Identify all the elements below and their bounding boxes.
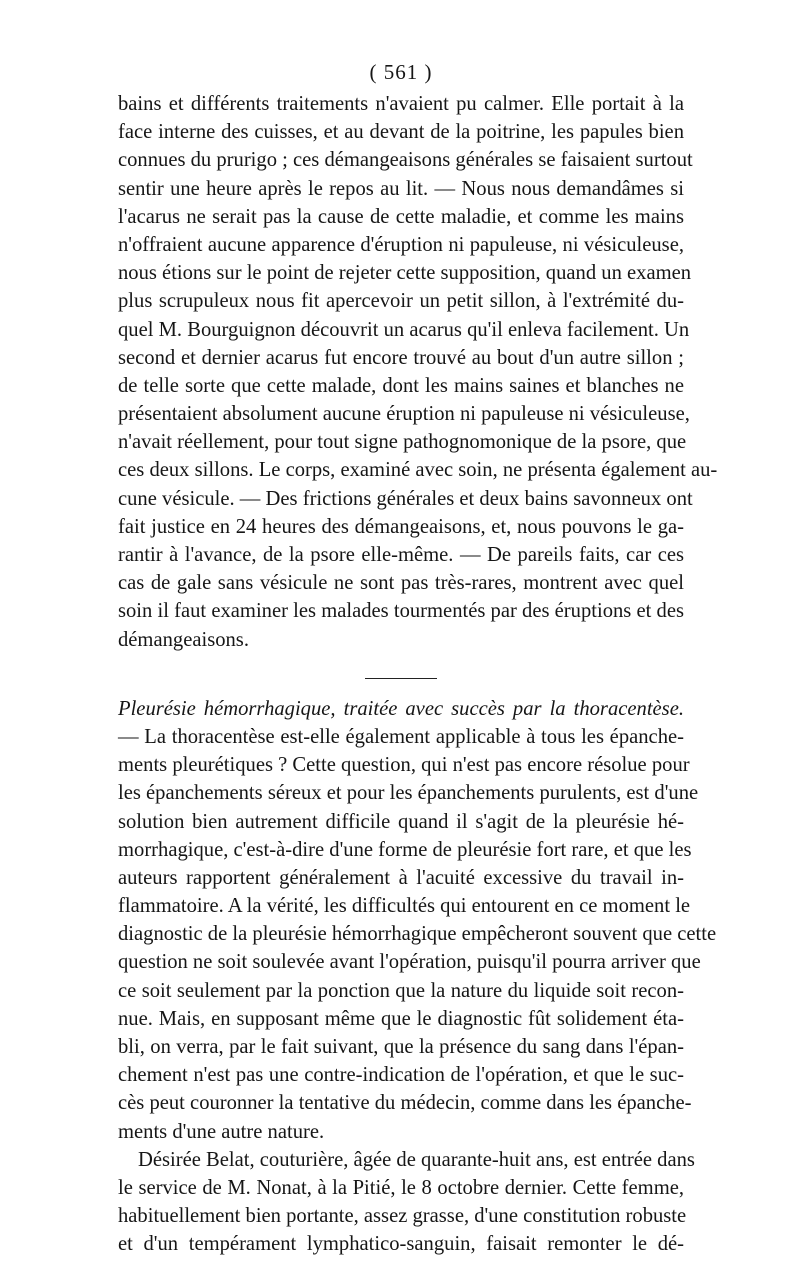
paragraph-case-belat (118, 1146, 695, 1259)
text-line: les épanchements séreux et pour les épanchements purulents, est d'une (118, 782, 699, 805)
text-line: second et dernier acarus fut encore trouvé au bout d'un autre sillon ; (118, 346, 684, 369)
text-line: le service de M. Nonat, à la Pitié, le 8 octobre dernier. Cette femme, (118, 1176, 684, 1199)
text-line: n'offraient aucune apparence d'éruption ni papuleuse, ni vésiculeuse, (118, 233, 684, 256)
text-line: n'avait réellement, pour tout signe pathognomonique de la psore, que (118, 431, 687, 454)
text-line: question ne soit soulevée avant l'opération, puisqu'il pourra arriver que (118, 951, 701, 974)
text-line: — La thoracentèse est-elle également applicable à tous les épanche- (118, 725, 684, 748)
page-number: ( 561 ) (369, 60, 433, 84)
text-line: cas de gale sans vésicule ne sont pas très-rares, montrent avec quel (118, 572, 684, 595)
text-line: sentir une heure après le repos au lit. — Nous nous demandâmes si (118, 177, 684, 200)
text-line: nue. Mais, en supposant même que le diagnostic fût solidement éta- (118, 1007, 684, 1030)
text-line: connues du prurigo ; ces démangeaisons générales se faisaient surtout (118, 149, 693, 172)
paragraph-thoracentese (118, 723, 717, 1146)
text-line: face interne des cuisses, et au devant de la poitrine, les papules bien (118, 121, 684, 144)
text-line: ce soit seulement par la ponction que la nature du liquide soit recon- (118, 979, 684, 1002)
text-line: solution bien autrement difficile quand il s'agit de la pleurésie hé- (118, 810, 684, 833)
text-line: Désirée Belat, couturière, âgée de quarante-huit ans, est entrée dans (138, 1148, 695, 1171)
text-line: auteurs rapportent généralement à l'acuité excessive du travail in- (118, 866, 684, 889)
text-line: morrhagique, c'est-à-dire d'une forme de pleurésie fort rare, et que les (118, 838, 692, 861)
text-line: l'acarus ne serait pas la cause de cette maladie, et comme les mains (118, 205, 684, 228)
text-line: plus scrupuleux nous fit apercevoir un petit sillon, à l'extrémité du- (118, 290, 684, 313)
text-line: démangeaisons. (118, 628, 249, 651)
text-line: bains et différents traitements n'avaient pu calmer. Elle portait à la (118, 93, 684, 115)
text-line: habituellement bien portante, assez grasse, d'une constitution robuste (118, 1205, 687, 1228)
text-line: soin il faut examiner les malades tourmentés par des éruptions et des (118, 600, 684, 623)
section-heading: Pleurésie hémorrhagique, traitée avec succès par la thoracentèse. (118, 697, 684, 720)
text-line: et d'un tempérament lymphatico-sanguin, faisait remonter le dé- (118, 1233, 684, 1256)
text-line: quel M. Bourguignon découvrit un acarus qu'il enleva facilement. Un (118, 318, 690, 341)
section-divider (365, 678, 437, 679)
text-line: bli, on verra, par le fait suivant, que la présence du sang dans l'épan- (118, 1036, 684, 1058)
text-line: rantir à l'avance, de la psore elle-même. — De pareils faits, car ces (118, 544, 684, 566)
text-line: ments pleurétiques ? Cette question, qui n'est pas encore résolue pour (118, 754, 690, 777)
text-line: de telle sorte que cette malade, dont les mains saines et blanches ne (118, 374, 684, 397)
text-line: présentaient absolument aucune éruption ni papuleuse ni vésiculeuse, (118, 403, 690, 426)
paragraph-acarus (118, 90, 718, 654)
book-page (118, 56, 718, 1259)
text-line: cès peut couronner la tentative du médecin, comme dans les épanche- (118, 1092, 692, 1115)
text-line: diagnostic de la pleurésie hémorrhagique empêcheront souvent que cette (118, 923, 717, 946)
text-line: chement n'est pas une contre-indication de l'opération, et que le suc- (118, 1064, 684, 1087)
text-line: flammatoire. A la vérité, les difficultés qui entourent en ce moment le (118, 895, 691, 918)
text-line: ces deux sillons. Le corps, examiné avec soin, ne présenta également au- (118, 459, 718, 482)
text-line: ments d'une autre nature. (118, 1120, 325, 1143)
text-line: cune vésicule. — Des frictions générales et deux bains savonneux ont (118, 487, 693, 510)
text-line: nous étions sur le point de rejeter cette supposition, quand un examen (118, 262, 692, 285)
text-line: fait justice en 24 heures des démangeaisons, et, nous pouvons le ga- (118, 515, 684, 538)
